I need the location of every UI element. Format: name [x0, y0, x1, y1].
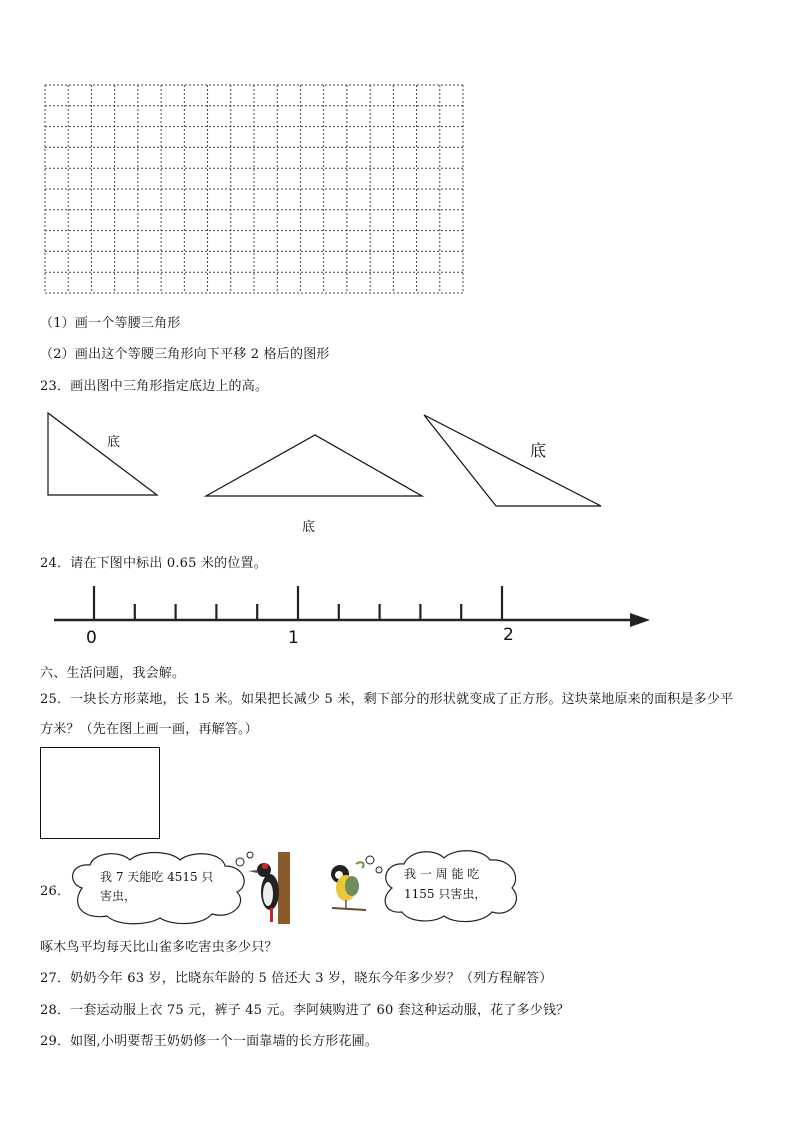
question-25-line-2: 方米？（先在图上画一画，再解答。） [40, 722, 258, 737]
question-29: 29．如图,小明要帮王奶奶修一个一面靠墙的长方形花圃。 [40, 1034, 379, 1049]
cloud-1-line-2: 害虫， [100, 889, 137, 903]
q23-triangles[interactable] [40, 405, 620, 535]
speech-cloud-woodpecker [62, 848, 272, 928]
triangle-c-base-label: 底 [530, 441, 547, 460]
tick-label-2: 2 [503, 625, 514, 645]
square-figure[interactable] [40, 747, 160, 839]
triangle-right [48, 413, 157, 495]
question-26-text: 啄木鸟平均每天比山雀多吃害虫多少只？ [40, 940, 278, 955]
grid-task-item-2: （2）画出这个等腰三角形向下平移 2 格后的图形 [40, 347, 330, 362]
triangle-b-base-label: 底 [302, 520, 316, 535]
question-26-number: 26． [40, 884, 71, 899]
question-25-line-1: 25．一块长方形菜地，长 15 米。如果把长减少 5 米，剩下部分的形状就变成了正方形。这块菜地原来的面积是多少平 [40, 692, 734, 707]
dotted-grid[interactable] [44, 84, 464, 294]
section-6-heading: 六、生活问题，我会解。 [40, 666, 186, 681]
tick-label-0: 0 [86, 628, 97, 648]
cloud-1-line-1: 我 7 天能吃 4515 只 [100, 870, 214, 884]
cloud-2-line-2: 1155 只害虫， [404, 887, 487, 901]
triangle-obtuse-wide [206, 435, 422, 496]
number-line-arrow [630, 613, 650, 627]
question-27: 27．奶奶今年 63 岁，比晓东年龄的 5 倍还大 3 岁，晓东今年多少岁？（列方程解答） [40, 971, 553, 986]
tick-label-1: 1 [288, 628, 299, 648]
triangle-a-base-label: 底 [107, 435, 121, 450]
number-line[interactable] [50, 578, 660, 653]
question-24: 24．请在下图中标出 0.65 米的位置。 [40, 556, 267, 571]
woodpecker-icon [246, 852, 294, 924]
grid-task-item-1: （1）画一个等腰三角形 [40, 316, 181, 331]
question-28: 28．一套运动服上衣 75 元，裤子 45 元。李阿姨购进了 60 套这种运动服，花了多少钱？ [40, 1003, 570, 1018]
question-23: 23．画出图中三角形指定底边上的高。 [40, 379, 269, 394]
triangle-obtuse-tilted [424, 415, 601, 506]
cloud-2-line-1: 我 一 周 能 吃 [404, 867, 480, 881]
